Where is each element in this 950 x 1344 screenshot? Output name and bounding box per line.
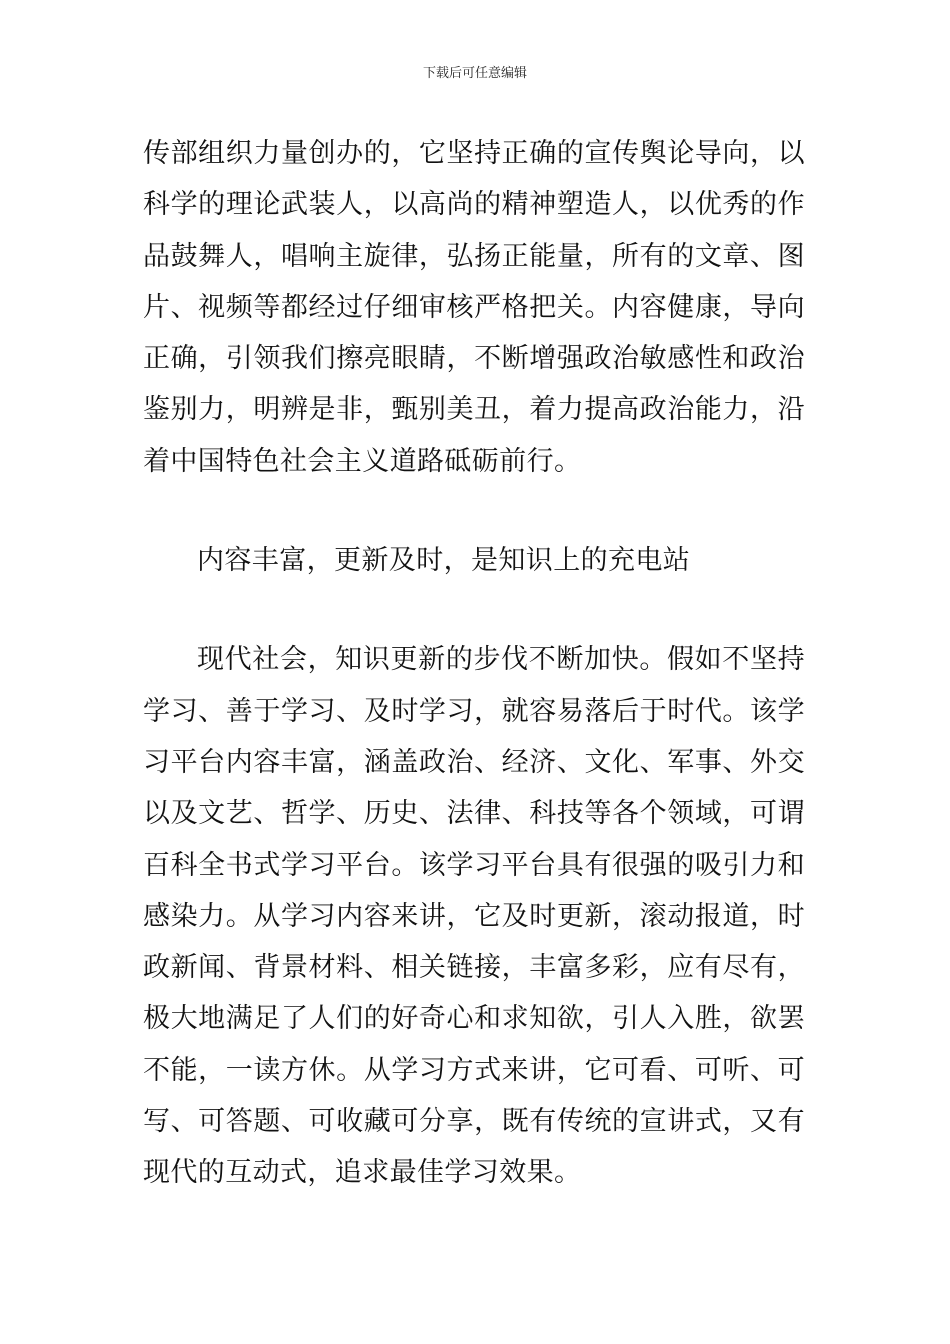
paragraph-spacer xyxy=(143,586,805,634)
paragraph-spacer xyxy=(143,487,805,535)
section-heading: 内容丰富，更新及时，是知识上的充电站 xyxy=(197,545,691,577)
page-header: 下载后可任意编辑 xyxy=(422,66,527,81)
paragraph-body: 现代社会，知识更新的步伐不断加快。假如不坚持学习、善于学习、及时学习，就容易落后于时代。该学习平台内容丰富，涵盖政治、经济、文化、军事、外交以及文艺、哲学、历史、法律、科技等各个领域，可谓百科全书式学习平台。该学习平台具有很强的吸引力和感染力。从学习内容来讲，它及时更新，滚动报道，时政新闻、背景材料、相关链接，丰富多彩，应有尽有，极大地满足了人们的好奇心和求知欲，引人入胜，欲罢不能，一读方休。从学习方式来讲，它可看、可听、可写、可答题、可收藏可分享，既有传统的宣讲式，又有现代的互动式，追求最佳学习效果。 xyxy=(143,644,805,1189)
document-body xyxy=(143,128,805,1199)
paragraph-continuation: 传部组织力量创办的，它坚持正确的宣传舆论导向，以科学的理论武装人，以高尚的精神塑造人，以优秀的作品鼓舞人，唱响主旋律，弘扬正能量，所有的文章、图片、视频等都经过仔细审核严格把关。内容健康，导向正确，引领我们擦亮眼睛，不断增强政治敏感性和政治鉴别力，明辨是非，甄别美丑，着力提高政治能力，沿着中国特色社会主义道路砥砺前行。 xyxy=(143,138,805,477)
